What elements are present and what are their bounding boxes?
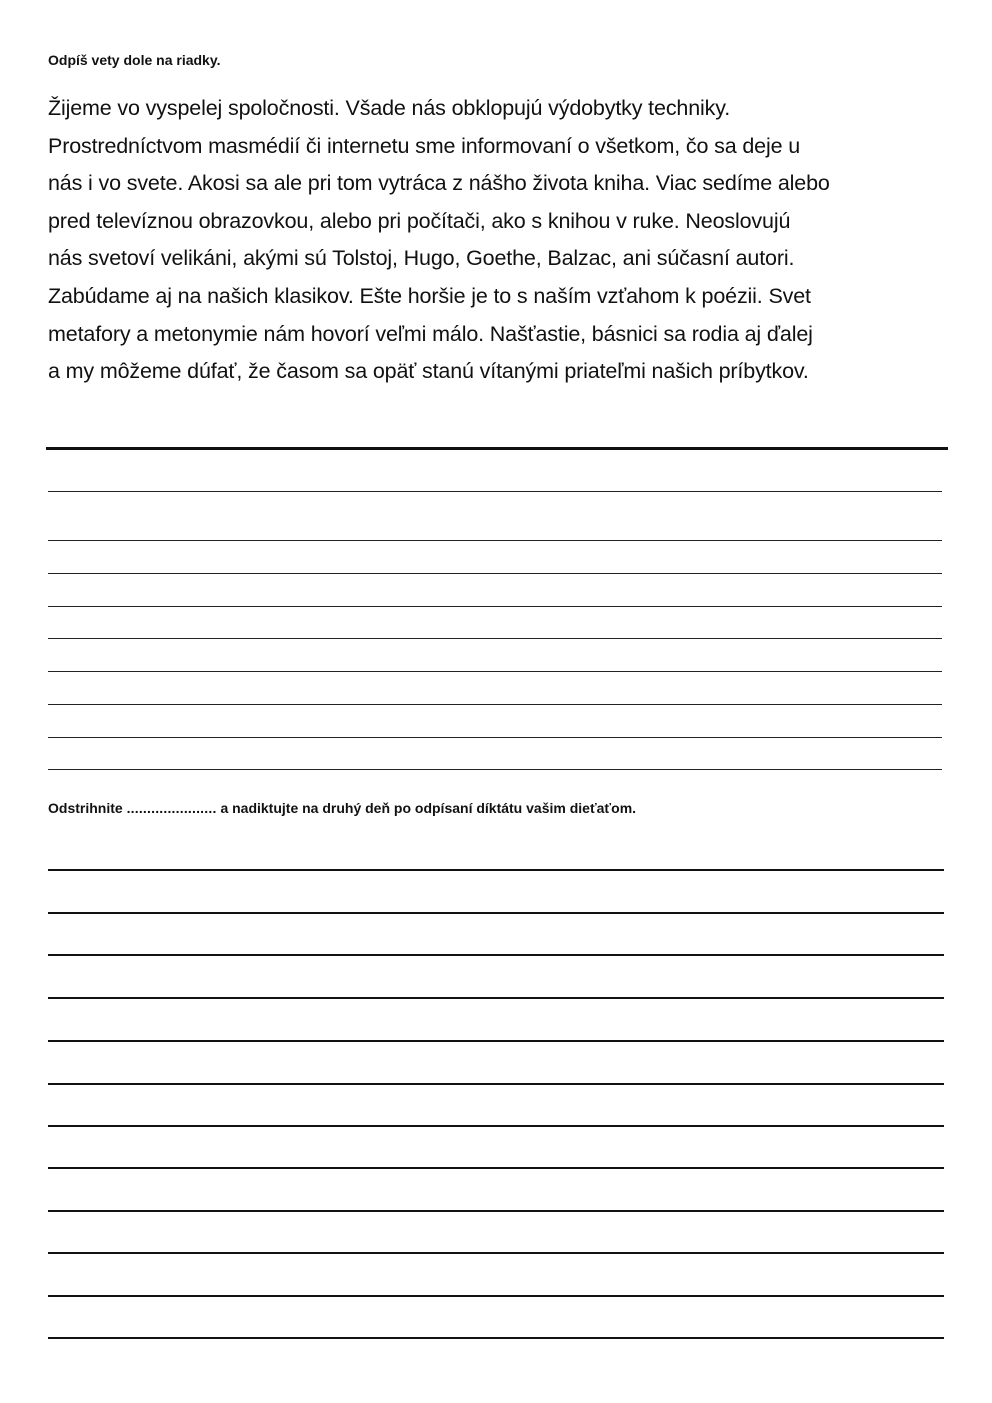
dictation-line[interactable] [48, 1210, 944, 1212]
dictation-line[interactable] [48, 1040, 944, 1042]
writing-line[interactable] [48, 491, 942, 492]
dictation-line[interactable] [48, 1167, 944, 1169]
writing-line[interactable] [48, 769, 942, 770]
writing-line[interactable] [48, 704, 942, 705]
dictation-line[interactable] [48, 1252, 944, 1254]
passage-line: metafory a metonymie nám hovorí veľmi málo. Našťastie, básnici sa rodia aj ďalej [48, 321, 813, 346]
cut-instruction-end: a nadiktujte na druhý deň po odpísaní díktátu vašim dieťaťom. [220, 800, 637, 816]
passage-line: Prostredníctvom masmédií či internetu sme informovaní o všetkom, čo sa deje u [48, 133, 801, 158]
dictation-line[interactable] [48, 1125, 944, 1127]
cut-instruction [48, 799, 636, 817]
dictation-line[interactable] [48, 954, 944, 956]
writing-line[interactable] [48, 573, 942, 574]
passage-line: pred televíznou obrazovkou, alebo pri počítači, ako s knihou v ruke. Neoslovujú [48, 208, 791, 233]
writing-line[interactable] [48, 737, 942, 738]
cut-instruction-start: Odstrihnite [48, 800, 123, 816]
dictation-line[interactable] [48, 1083, 944, 1085]
passage-line: Žijeme vo vyspelej spoločnosti. Všade nás obklopujú výdobytky techniky. [48, 96, 731, 120]
dictation-line[interactable] [48, 912, 944, 914]
dictation-line[interactable] [48, 869, 944, 871]
passage-line: Zabúdame aj na našich klasikov. Ešte horšie je to s naším vzťahom k poézii. Svet [48, 283, 811, 308]
dictation-line[interactable] [48, 1337, 944, 1339]
dictation-line[interactable] [48, 997, 944, 999]
writing-line[interactable] [48, 606, 942, 607]
writing-line[interactable] [48, 540, 942, 541]
passage-line: nás i vo svete. Akosi sa ale pri tom vytráca z nášho života kniha. Viac sedíme alebo [48, 171, 830, 196]
passage-line: a my môžeme dúfať, že časom sa opäť stanú vítanými priateľmi našich príbytkov. [48, 359, 809, 384]
writing-line[interactable] [48, 638, 942, 639]
passage-line: nás svetoví velikáni, akými sú Tolstoj, Hugo, Goethe, Balzac, ani súčasní autori. [48, 246, 795, 271]
dictation-passage [48, 90, 948, 391]
instruction-heading: Odpíš vety dole na riadky. [48, 52, 221, 68]
section-divider [46, 447, 948, 450]
cut-dots: ...................... [126, 800, 217, 816]
dictation-line[interactable] [48, 1295, 944, 1297]
writing-line[interactable] [48, 671, 942, 672]
